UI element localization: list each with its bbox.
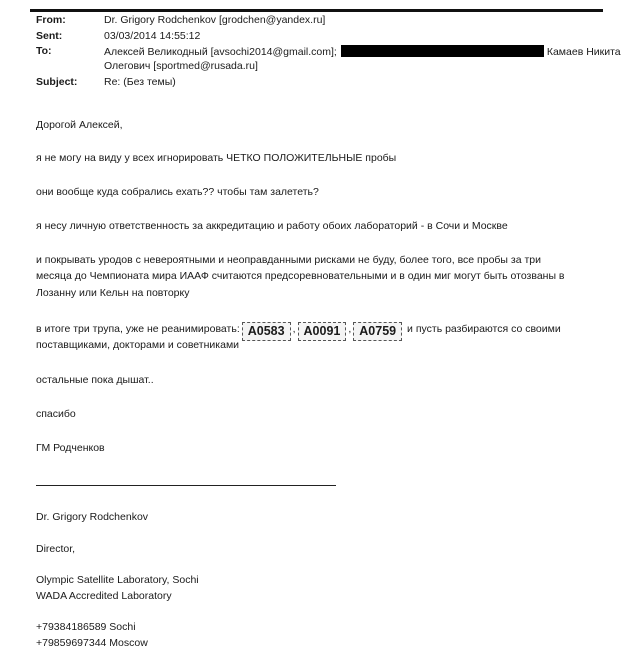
signature-divider (36, 485, 336, 486)
paragraph-4-line-3: Лозанну или Кельн на повторку (36, 287, 190, 299)
paragraph-4-line-1: и покрывать уродов с невероятными и неоправданными рисками не буду, более того, все пробы за три (36, 254, 541, 266)
subject-label: Subject: (36, 76, 78, 88)
signature-org: Olympic Satellite Laboratory, Sochi (36, 574, 199, 586)
thanks-line: спасибо (36, 408, 76, 420)
paragraph-2: они вообще куда собрались ехать?? чтобы там залететь? (36, 186, 319, 198)
sent-label: Sent: (36, 30, 63, 42)
redaction-bar (341, 45, 544, 57)
signature-title: Director, (36, 543, 76, 555)
subject-value: Re: (Без темы) (104, 76, 176, 88)
signature-phone-moscow: +79859697344 Moscow (36, 637, 148, 649)
signature-phone-sochi: +79384186589 Sochi (36, 621, 136, 633)
code-separator: , (292, 323, 296, 335)
from-label: From: (36, 14, 66, 26)
from-value: Dr. Grigory Rodchenkov [grodchen@yandex.ru] (104, 14, 326, 26)
signature-name: Dr. Grigory Rodchenkov (36, 511, 149, 523)
sample-code-3: A0759 (353, 322, 402, 341)
to-value (104, 45, 621, 58)
greeting: Дорогой Алексей, (36, 119, 123, 131)
signature-accreditation: WADA Accredited Laboratory (36, 590, 172, 602)
paragraph-3: я несу личную ответственность за аккредитацию и работу обоих лабораторий - в Сочи и Москве (36, 220, 508, 232)
code-separator: , (348, 323, 352, 335)
to-recipient-2: Камаев Никита (546, 46, 621, 58)
paragraph-1: я не могу на виду у всех игнорировать ЧЕТКО ПОЛОЖИТЕЛЬНЫЕ пробы (36, 152, 397, 164)
paragraph-5-suffix: и пусть разбираются со своими (407, 323, 561, 335)
to-value-continued: Олегович [sportmed@rusada.ru] (104, 60, 258, 72)
to-label: To: (36, 45, 52, 57)
sent-value: 03/03/2014 14:55:12 (104, 30, 201, 42)
sample-code-2: A0091 (298, 322, 347, 341)
paragraph-5-line-2: поставщиками, докторами и советниками (36, 339, 240, 351)
sample-code-1: A0583 (242, 322, 291, 341)
paragraph-6: остальные пока дышат.. (36, 374, 154, 386)
header-top-rule (30, 9, 603, 12)
to-recipient-1: Алексей Великодный [avsochi2014@gmail.com]; (104, 46, 337, 58)
sign-off: ГМ Родченков (36, 442, 105, 454)
paragraph-5-prefix: в итоге три трупа, уже не реанимировать: (36, 323, 240, 335)
paragraph-4-line-2: месяца до Чемпионата мира ИААФ считаются предсоревновательными и в один миг могут быть отозваны в (36, 270, 565, 282)
